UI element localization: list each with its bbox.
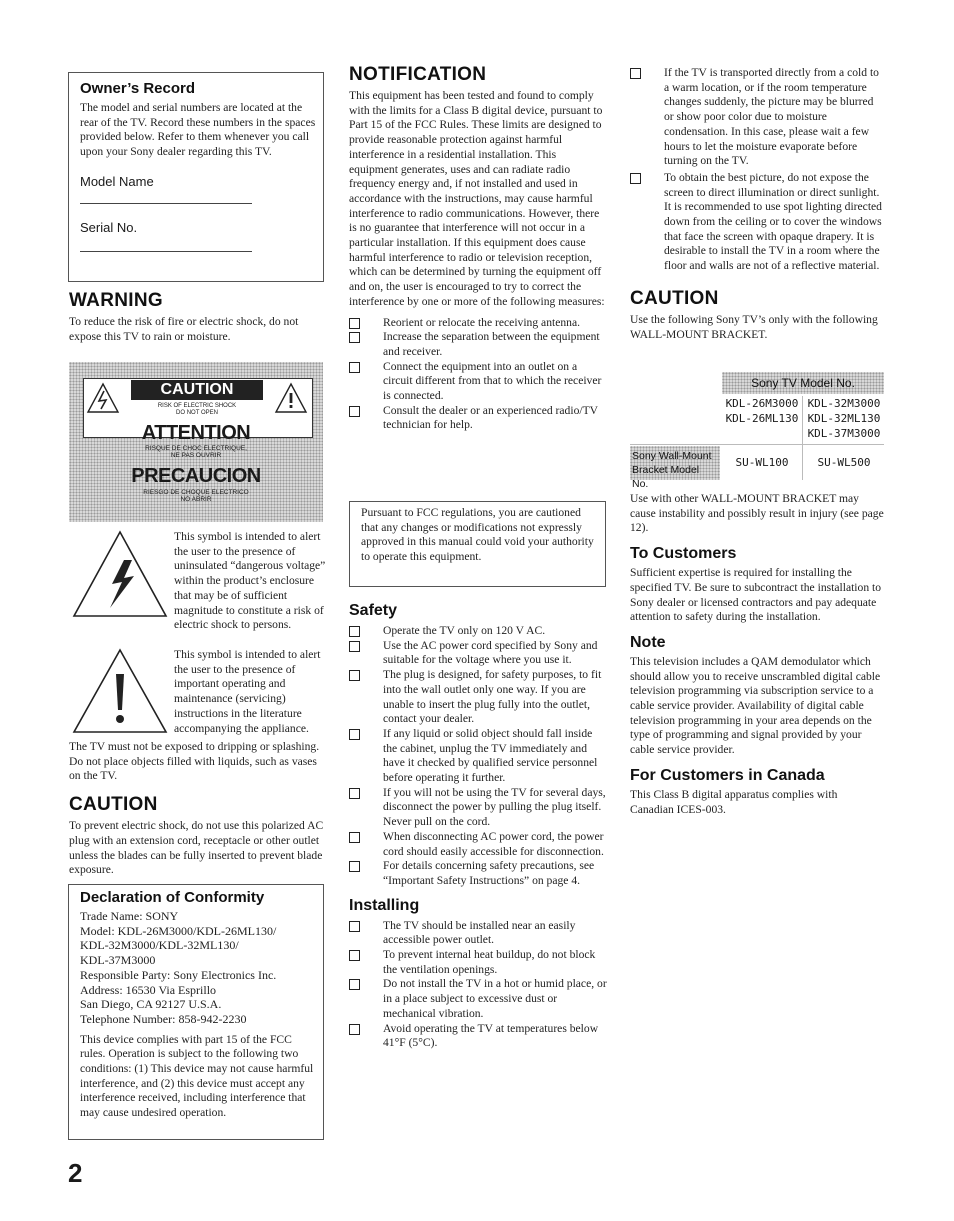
model-name-label: Model Name	[80, 173, 154, 189]
lightning-symbol-icon	[72, 530, 168, 618]
serial-no-line	[80, 251, 252, 252]
warning-lightning-icon	[86, 382, 120, 414]
declaration-line: Telephone Number: 858-942-2230	[80, 1011, 247, 1026]
declaration-details	[80, 909, 316, 1027]
page-number: 2	[68, 1158, 83, 1188]
installing-title: Installing	[349, 896, 420, 914]
safety-title: Safety	[349, 602, 398, 619]
list-item: To prevent internal heat buildup, do not block the ventilation openings.	[349, 948, 607, 977]
list-item: Operate the TV only on 120 V AC.	[349, 624, 607, 639]
notification-title: NOTIFICATION	[349, 64, 487, 85]
to-customers-body: Sufficient expertise is required for installing the specified TV. Be sure to subcontract the installation to Sony dealer or licensed contractors and pay adequate attention to safety during the installation.	[630, 566, 882, 624]
list-item: Increase the separation between the equipment and receiver.	[349, 330, 607, 359]
table-header-cell: Sony TV Model No.	[722, 372, 884, 394]
exclamation-symbol-icon	[72, 648, 168, 734]
warning-body: To reduce the risk of fire or electric shock, do not expose this TV to rain or moisture.	[69, 315, 299, 343]
environment-list	[630, 66, 884, 274]
safety-list	[349, 624, 607, 889]
caution-sub: RISK OF ELECTRIC SHOCK DO NOT OPEN	[157, 403, 237, 416]
declaration-line: KDL-32M3000/KDL-32ML130/	[80, 938, 239, 953]
checkbox-icon	[349, 729, 360, 740]
bracket-row-label: Sony Wall-Mount Bracket Model No.	[630, 446, 720, 480]
declaration-body: This device complies with part 15 of the FCC rules. Operation is subject to the following two conditions: (1) This device may not cause harmful interference, and (2) this device must accept any interference received, including interference that may cause undesired operation.	[80, 1032, 314, 1120]
list-item: Reorient or relocate the receiving antenna.	[349, 316, 607, 331]
note-body: This television includes a QAM demodulator which should allow you to receive unscrambled digital cable television programming via subscription service to a cable service provider. Availability of digital cable television programming in your area depends on the type of programming and signal provided by your cable service provider.	[630, 654, 881, 757]
caution-right-intro: Use the following Sony TV’s only with the following WALL-MOUNT BRACKET.	[630, 312, 878, 341]
fcc-box-text: Pursuant to FCC regulations, you are cautioned that any changes or modifications not expressly approved in this manual could void your authority to operate this equipment.	[361, 506, 594, 564]
checkbox-icon	[630, 173, 641, 184]
declaration-line: KDL-37M3000	[80, 953, 156, 968]
checkbox-icon	[349, 670, 360, 681]
checkbox-icon	[349, 950, 360, 961]
attention-heading: ATTENTION	[141, 422, 251, 444]
declaration-line: Address: 16530 Via Esprillo	[80, 982, 217, 997]
list-item: The TV should be installed near an easily accessible power outlet.	[349, 919, 607, 948]
bracket-1: SU-WL100	[735, 456, 789, 469]
models-col-1: KDL-26M3000 KDL-26ML130	[725, 397, 799, 425]
caution-badge: CAUTION	[131, 380, 263, 400]
list-item: Avoid operating the TV at temperatures below 41°F (5°C).	[349, 1022, 607, 1051]
attention-sub: RISQUE DE CHOC ELECTRIQUE, NE PAS OUVRIR	[145, 445, 247, 459]
caution-left-body: To prevent electric shock, do not use this polarized AC plug with an extension cord, receptacle or other outlet unless the blades can be fully inserted to prevent blade exposure.	[69, 819, 324, 877]
warning-title: WARNING	[69, 290, 163, 311]
bracket-2: SU-WL500	[817, 456, 871, 469]
checkbox-icon	[630, 68, 641, 79]
installing-list	[349, 919, 607, 1051]
models-col-2: KDL-32M3000 KDL-32ML130 KDL-37M3000	[807, 397, 881, 440]
canada-title: For Customers in Canada	[630, 766, 825, 784]
list-item: Consult the dealer or an experienced radio/TV technician for help.	[349, 404, 607, 433]
checkbox-icon	[349, 788, 360, 799]
list-item: The plug is designed, for safety purposes, to fit into the wall outlet only one way. If you are unable to insert the plug fully into the outlet, contact your dealer.	[349, 668, 607, 727]
notification-body: This equipment has been tested and found to comply with the limits for a Class B digital device, pursuant to Part 15 of the FCC Rules. These limits are designed to provide reasonable protection against harmful interference in a residential installation. This equipment generates, uses and can radiate radio frequency energy and, if not installed and used in accordance with the instructions, may cause harmful interference to radio communications. However, there is no guarantee that interference will not occur in a particular installation. If this equipment does cause harmful interference to radio or television reception, which can be determined by turning the equipment off and on, the user is encouraged to try to correct the interference by one or more of the following measures:	[349, 89, 605, 308]
to-customers-title: To Customers	[630, 545, 737, 563]
serial-no-label: Serial No.	[80, 219, 138, 235]
list-item: When disconnecting AC power cord, the power cord should easily accessible for disconnection.	[349, 830, 607, 859]
checkbox-icon	[349, 1024, 360, 1035]
owners-record-title: Owner’s Record	[80, 80, 196, 97]
exclamation-symbol-text: This symbol is intended to alert the user to the presence of important operating and maintenance (servicing) instructions in the literature accompanying the appliance.	[174, 648, 321, 735]
model-name-line	[80, 203, 252, 204]
list-item: If the TV is transported directly from a cold to a warm location, or if the room temperature changes suddenly, the picture may be blurred or show poor color due to moisture condensation. In this case, please wait a few hours to let the moisture evaporate before turning on the TV.	[630, 66, 884, 169]
list-item: Connect the equipment into an outlet on a circuit different from that to which the receiver is connected.	[349, 360, 607, 404]
caution-label-image	[69, 362, 323, 522]
declaration-title: Declaration of Conformity	[80, 889, 265, 906]
declaration-line: Responsible Party: Sony Electronics Inc.	[80, 967, 277, 982]
checkbox-icon	[349, 979, 360, 990]
checkbox-icon	[349, 861, 360, 872]
lightning-symbol-text: This symbol is intended to alert the user to the presence of uninsulated “dangerous voltage” within the product’s enclosure that may be of sufficient magnitude to constitute a risk of electric shock to persons.	[174, 530, 326, 632]
notification-list	[349, 316, 607, 434]
list-item: Do not install the TV in a hot or humid place, or in a place subject to excessive dust or mechanical vibration.	[349, 977, 607, 1021]
precaucion-sub: RIESGO DE CHOQUE ELECTRICO NO ABRIR	[143, 489, 249, 503]
caution-right-after: Use with other WALL-MOUNT BRACKET may cause instability and possibly result in injury (see page 12).	[630, 492, 884, 535]
declaration-line: Trade Name: SONY	[80, 909, 179, 923]
bracket-table	[630, 372, 884, 490]
list-item: To obtain the best picture, do not expose the screen to direct illumination or direct sunlight. It is recommended to use spot lighting directed down from the ceiling or to cover the windows that face the screen with opaque drapery. It is desirable to install the TV in a room where the floor and walls are not of a reflective material.	[630, 171, 884, 274]
list-item: If any liquid or solid object should fall inside the cabinet, unplug the TV immediately and have it checked by qualified service personnel before operating it further.	[349, 727, 607, 786]
checkbox-icon	[349, 921, 360, 932]
checkbox-icon	[349, 406, 360, 417]
canada-body: This Class B digital apparatus complies with Canadian ICES-003.	[630, 787, 838, 816]
declaration-line: Model: KDL-26M3000/KDL-26ML130/	[80, 923, 277, 938]
list-item: For details concerning safety precautions, see “Important Safety Instructions” on page 4.	[349, 859, 607, 888]
checkbox-icon	[349, 641, 360, 652]
warning-exclamation-icon	[274, 382, 308, 414]
checkbox-icon	[349, 362, 360, 373]
list-item: If you will not be using the TV for several days, disconnect the power by pulling the plug itself. Never pull on the cord.	[349, 786, 607, 830]
checkbox-icon	[349, 332, 360, 343]
caution-left-title: CAUTION	[69, 794, 158, 816]
checkbox-icon	[349, 626, 360, 637]
precaucion-heading: PRECAUCION	[131, 465, 261, 487]
owners-record-body: The model and serial numbers are located at the rear of the TV. Record these numbers in the spaces provided below. Refer to them whenever you call upon your Sony dealer regarding this TV.	[80, 101, 316, 159]
note-title: Note	[630, 633, 666, 651]
list-item: Use the AC power cord specified by Sony and suitable for the voltage where you use it.	[349, 639, 607, 668]
declaration-line: San Diego, CA 92127 U.S.A.	[80, 997, 222, 1012]
checkbox-icon	[349, 318, 360, 329]
dripping-text: The TV must not be exposed to dripping or splashing. Do not place objects filled with liquids, such as vases on the TV.	[69, 740, 320, 783]
caution-right-title: CAUTION	[630, 287, 719, 309]
checkbox-icon	[349, 832, 360, 843]
